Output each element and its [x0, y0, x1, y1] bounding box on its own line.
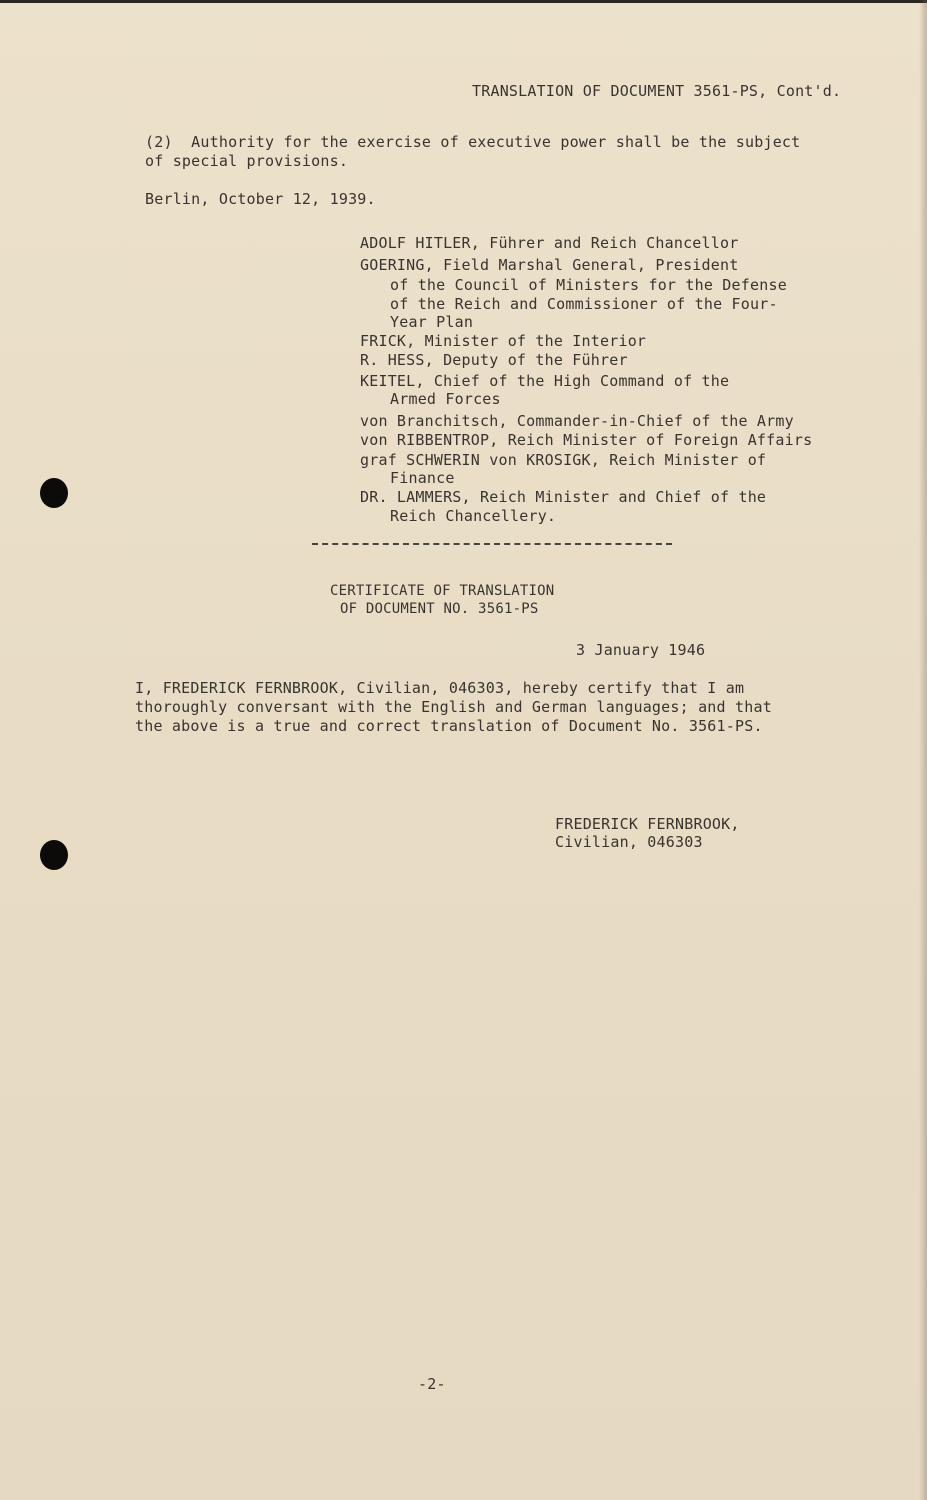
signatory-line: KEITEL, Chief of the High Command of the	[360, 372, 730, 390]
scan-top-edge	[0, 0, 927, 3]
scan-right-edge	[919, 0, 927, 1500]
certificate-body-line: thoroughly conversant with the English and German languages; and that	[135, 698, 772, 716]
signatory-line: Reich Chancellery.	[390, 507, 557, 525]
signatory-line: R. HESS, Deputy of the Führer	[360, 351, 628, 369]
signatory-line: FRICK, Minister of the Interior	[360, 332, 647, 350]
signer-title: Civilian, 046303	[555, 833, 703, 851]
certificate-body-line: I, FREDERICK FERNBROOK, Civilian, 046303, hereby certify that I am	[135, 679, 745, 697]
signatory-line: GOERING, Field Marshal General, President	[360, 256, 739, 274]
signatory-line: von Branchitsch, Commander-in-Chief of the Army	[360, 412, 794, 430]
signatory-line: graf SCHWERIN von KROSIGK, Reich Minister of	[360, 451, 767, 469]
certificate-title-line-2: OF DOCUMENT NO. 3561-PS	[340, 601, 539, 617]
signer-name: FREDERICK FERNBROOK,	[555, 815, 740, 833]
signatory-line: Finance	[390, 469, 455, 487]
page-number: -2-	[418, 1375, 446, 1393]
certificate-body-line: the above is a true and correct translation of Document No. 3561-PS.	[135, 717, 763, 735]
paragraph-line-2: of special provisions.	[145, 152, 349, 170]
punch-hole-bottom	[40, 840, 68, 870]
certificate-title-line-1: CERTIFICATE OF TRANSLATION	[330, 583, 555, 599]
signatory-line: Year Plan	[390, 313, 474, 331]
signatory-line: von RIBBENTROP, Reich Minister of Foreign Affairs	[360, 431, 813, 449]
signatory-line: ADOLF HITLER, Führer and Reich Chancellor	[360, 234, 739, 252]
paragraph-line-1: (2) Authority for the exercise of executive power shall be the subject	[145, 133, 801, 151]
punch-hole-top	[40, 478, 68, 508]
signatory-line: of the Council of Ministers for the Defense	[390, 276, 787, 294]
document-header: TRANSLATION OF DOCUMENT 3561-PS, Cont'd.	[472, 82, 842, 100]
place-date: Berlin, October 12, 1939.	[145, 190, 376, 208]
certificate-date: 3 January 1946	[576, 641, 706, 659]
signatory-line: of the Reich and Commissioner of the Four-	[390, 295, 778, 313]
signatory-line: Armed Forces	[390, 390, 501, 408]
signatory-line: DR. LAMMERS, Reich Minister and Chief of the	[360, 488, 767, 506]
dashed-divider	[312, 543, 672, 547]
